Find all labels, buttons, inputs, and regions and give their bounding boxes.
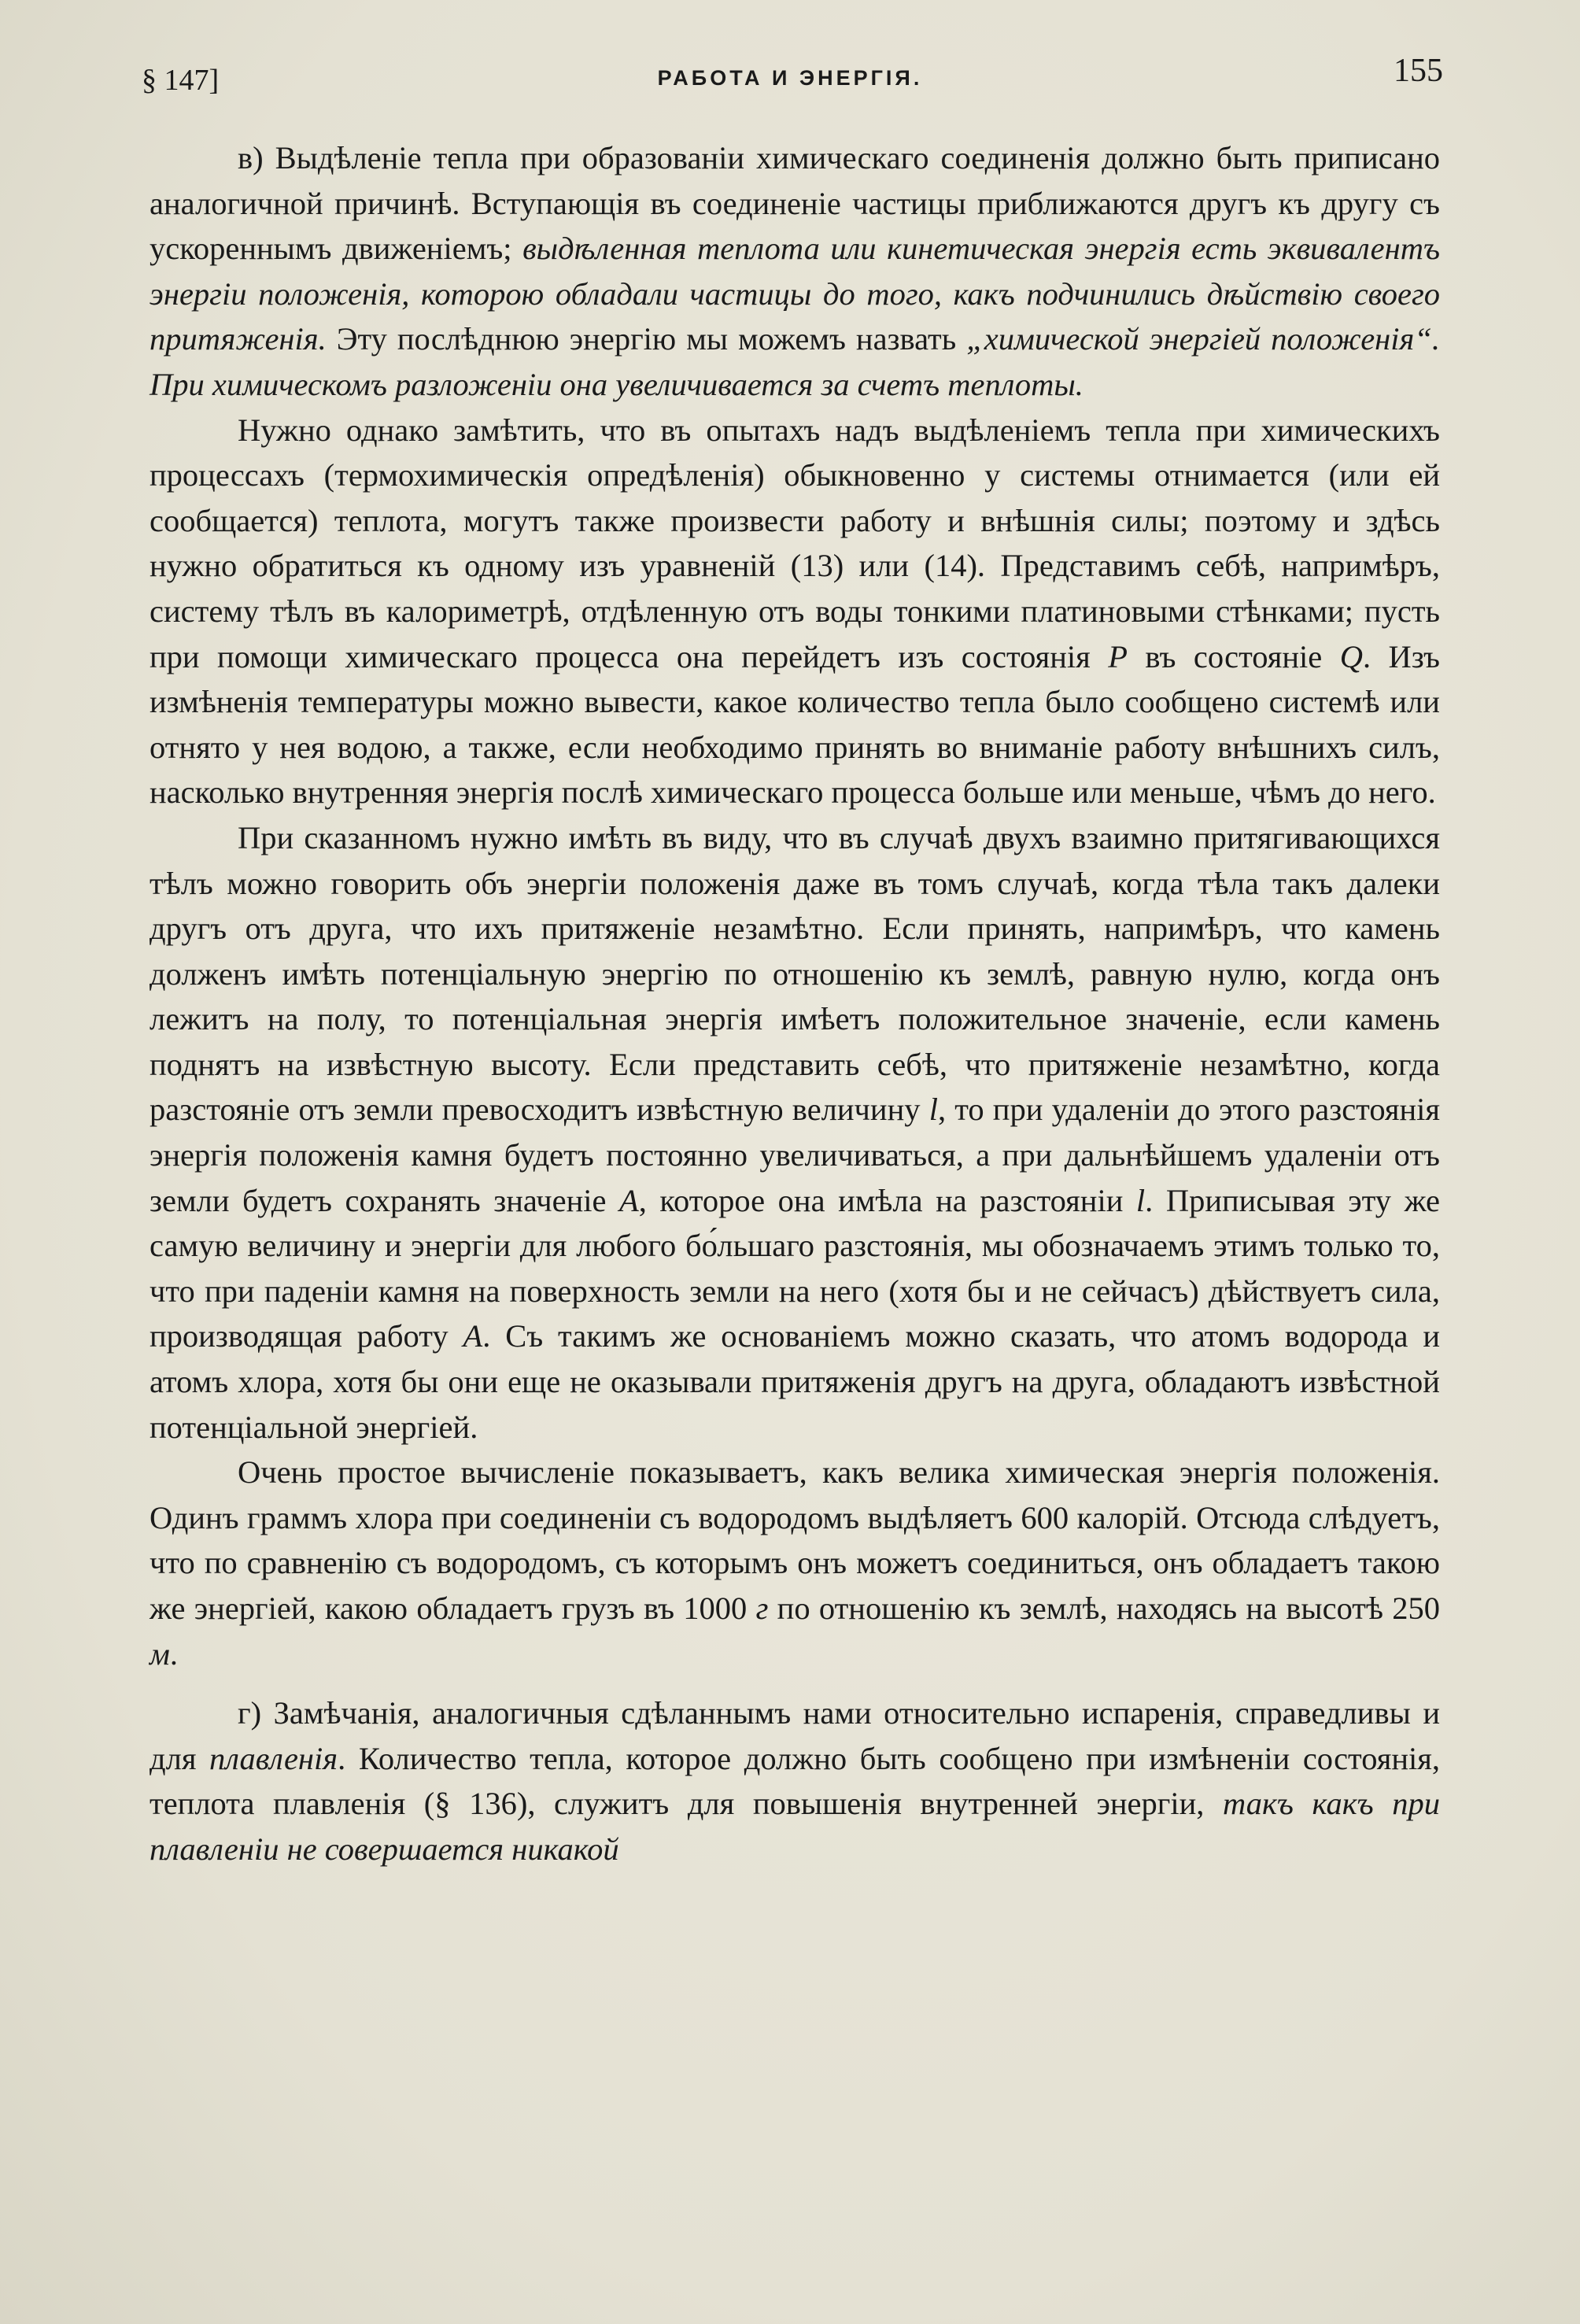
text-run: , которое она имѣла на разстояніи [638, 1182, 1136, 1218]
italic-run: A [463, 1318, 483, 1354]
body-text [150, 135, 1440, 1872]
text-run: , то при удаленіи до этого разстоянія энергія положенія камня будетъ постоянно увеличиваться, а при дальнѣйшемъ удаленіи отъ земли будетъ сохранять значеніе [150, 1092, 1440, 1218]
italic-run: A [619, 1182, 639, 1218]
text-run: . [169, 1635, 178, 1672]
text-run: в) Выдѣленіе тепла при образованіи химическаго соединенія должно быть приписано аналогичной причинѣ. Вступающія въ соединеніе частицы приближаются другъ къ другу съ ускореннымъ движеніемъ; [150, 140, 1440, 267]
text-run: . Съ такимъ же основаніемъ можно сказать, что атомъ водорода и атомъ хлора, хотя бы они еще не оказывали притяженія другъ на друга, обладаютъ извѣстной потенціальной энергіей. [150, 1318, 1440, 1445]
italic-run: м [150, 1635, 170, 1672]
paragraph-ochen [150, 1450, 1440, 1676]
paragraph-g [150, 1690, 1440, 1871]
text-run: г) Замѣчанія, аналогичныя сдѣланнымъ нами относительно испаренія, справедливы и для [150, 1695, 1440, 1776]
text-run: по отношенію къ землѣ, находясь на высотѣ 250 [768, 1591, 1441, 1626]
section-marker: § 147] [142, 64, 220, 97]
text-run: . Изъ измѣненія температуры можно вывести, какое количество тепла было сообщено системѣ или отнято у нея водою, а также, если необходимо принять во вниманіе работу внѣшнихъ силъ, насколько внутренняя энергія послѣ химическаго процесса больше или меньше, чѣмъ до него. [150, 638, 1440, 811]
italic-run: Q [1339, 638, 1363, 674]
text-run: Нужно однако замѣтить, что въ опытахъ надъ выдѣленіемъ тепла при химическихъ процессахъ (термохимическія опредѣленія) обыкновенно у системы отнимается (или ей сообщается) теплота, могутъ также произвести работу и внѣшнія силы; поэтому и здѣсь нужно обратиться къ одному изъ уравненій (13) или (14). Представимъ себѣ, напримѣръ, систему тѣлъ въ калориметрѣ, отдѣленную отъ воды тонкими платиновыми стѣнками; пусть при помощи химическаго процесса она перейдетъ изъ состоянія [150, 412, 1440, 674]
paragraph-nuzhno [150, 408, 1440, 815]
text-run: . Приписывая эту же самую величину и энергіи для любого бо́льшаго разстоянія, мы обозначаемъ этимъ только то, что при паденіи камня на поверхность земли на него (хотя бы и не сейчасъ) дѣйствуетъ сила, производящая работу [150, 1182, 1441, 1354]
running-header [142, 53, 1443, 102]
italic-run: плавленія [209, 1740, 338, 1776]
italic-run: l [1135, 1182, 1146, 1218]
italic-run: При химическомъ разложеніи она увеличивается за счетъ теплоты. [150, 366, 1083, 402]
italic-run: такъ какъ при плавленіи не совершается никакой [150, 1786, 1440, 1867]
page-number: 155 [1394, 53, 1443, 89]
text-run: При сказанномъ нужно имѣть въ виду, что въ случаѣ двухъ взаимно притягивающихся тѣлъ можно говорить объ энергіи положенія даже въ томъ случаѣ, когда тѣла такъ далеки другъ отъ друга, что ихъ притяженіе незамѣтно. Если принять, напримѣръ, что камень долженъ имѣть потенціальную энергію по отношенію къ землѣ, равную нулю, когда онъ лежитъ на полу, то потенціальная энергія имѣетъ положительное значеніе, если камень поднятъ на извѣстную высоту. Если представить себѣ, что притяженіе незамѣтно, когда разстояніе отъ земли превосходитъ извѣстную величину [150, 819, 1440, 1128]
italic-run: P [1108, 638, 1128, 674]
italic-run: „химической энергіей положенія“. [966, 321, 1440, 357]
italic-run: г [755, 1591, 769, 1626]
paragraph-pri [150, 815, 1440, 1450]
italic-run: l [928, 1092, 938, 1128]
text-run: Очень простое вычисленіе показываетъ, какъ велика химическая энергія положенія. Одинъ граммъ хлора при соединеніи съ водородомъ выдѣляетъ 600 калорій. Отсюда слѣдуетъ, что по сравненію съ водородомъ, съ которымъ онъ можетъ соединиться, онъ обладаетъ такою же энергіей, какою обладаетъ грузъ въ 1000 [150, 1454, 1440, 1626]
paragraph-v [150, 135, 1440, 408]
italic-run: выдѣленная теплота или кинетическая энергія есть эквивалентъ энергіи положенія, которою обладали частицы до того, какъ подчинились дѣйствію своего притяженія. [150, 231, 1440, 357]
text-run: Эту послѣднюю энергію мы можемъ назвать [326, 321, 967, 357]
text-run: . Количество тепла, которое должно быть сообщено при измѣненіи состоянія, теплота плавленія (§ 136), служитъ для повышенія внутренней энергіи, [150, 1740, 1440, 1822]
running-title: РАБОТА И ЭНЕРГІЯ. [657, 66, 923, 90]
text-run: въ состояніе [1127, 638, 1340, 674]
